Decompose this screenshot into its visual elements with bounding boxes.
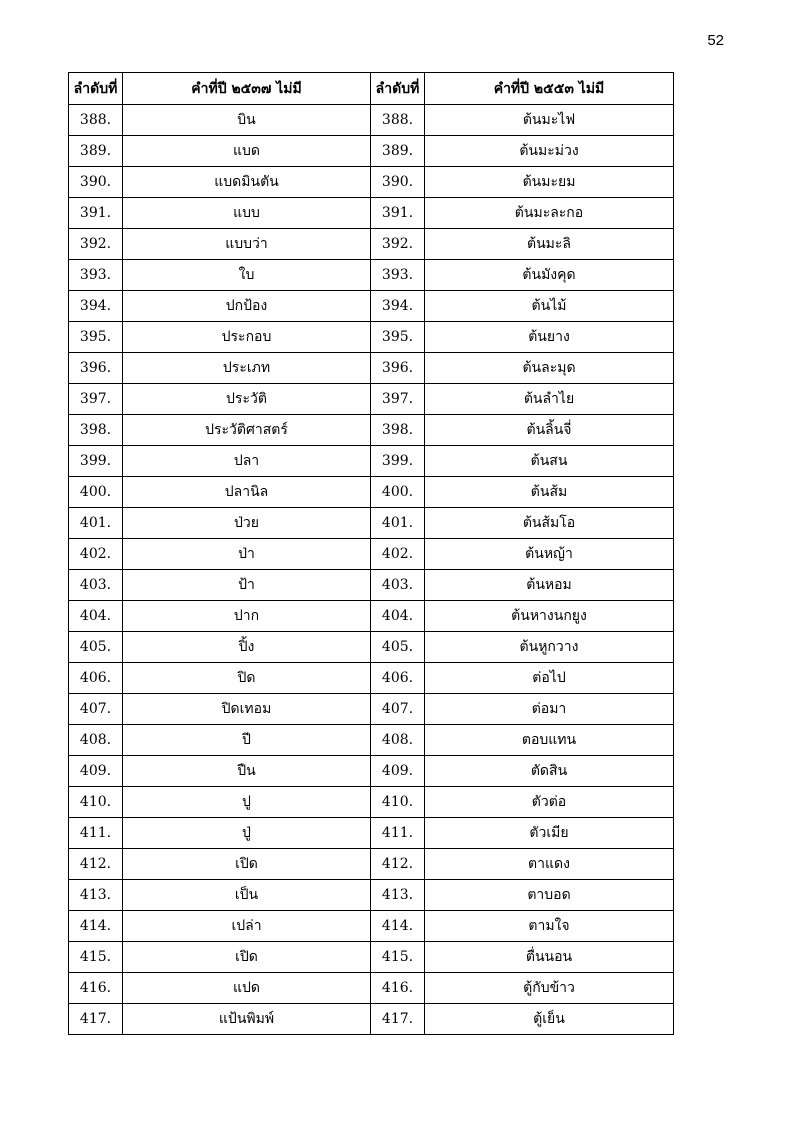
- word-2553-cell: ต้นมะละกอ: [425, 198, 674, 229]
- order-1-cell: 393.: [69, 260, 123, 291]
- word-2537-cell: เปิด: [123, 849, 371, 880]
- word-2553-cell: ต้นมังคุด: [425, 260, 674, 291]
- word-2537-cell: เป็น: [123, 880, 371, 911]
- order-1-cell: 395.: [69, 322, 123, 353]
- word-comparison-table: [68, 72, 674, 1035]
- order-2-cell: 396.: [371, 353, 425, 384]
- header-words-2537: คำที่ปี ๒๕๓๗ ไม่มี: [123, 73, 371, 105]
- order-2-cell: 393.: [371, 260, 425, 291]
- order-1-cell: 417.: [69, 1004, 123, 1035]
- word-2553-cell: ต่อไป: [425, 663, 674, 694]
- page-number: 52: [707, 32, 724, 49]
- order-1-cell: 390.: [69, 167, 123, 198]
- word-2537-cell: ประวัติ: [123, 384, 371, 415]
- word-2553-cell: ต้นลำไย: [425, 384, 674, 415]
- order-1-cell: 397.: [69, 384, 123, 415]
- table-row: [69, 632, 674, 663]
- order-2-cell: 404.: [371, 601, 425, 632]
- order-1-cell: 391.: [69, 198, 123, 229]
- order-1-cell: 396.: [69, 353, 123, 384]
- order-2-cell: 413.: [371, 880, 425, 911]
- table-row: [69, 570, 674, 601]
- word-2537-cell: เปล่า: [123, 911, 371, 942]
- word-2537-cell: แปด: [123, 973, 371, 1004]
- order-1-cell: 394.: [69, 291, 123, 322]
- table-row: [69, 694, 674, 725]
- order-2-cell: 407.: [371, 694, 425, 725]
- order-2-cell: 392.: [371, 229, 425, 260]
- word-2537-cell: ปืน: [123, 756, 371, 787]
- order-1-cell: 402.: [69, 539, 123, 570]
- order-2-cell: 416.: [371, 973, 425, 1004]
- header-words-2553: คำที่ปี ๒๕๕๓ ไม่มี: [425, 73, 674, 105]
- order-1-cell: 409.: [69, 756, 123, 787]
- word-2537-cell: ปาก: [123, 601, 371, 632]
- word-2553-cell: ต้นหางนกยูง: [425, 601, 674, 632]
- word-2553-cell: ตัดสิน: [425, 756, 674, 787]
- word-2537-cell: แป้นพิมพ์: [123, 1004, 371, 1035]
- word-2537-cell: ปิด: [123, 663, 371, 694]
- order-2-cell: 394.: [371, 291, 425, 322]
- table-row: [69, 384, 674, 415]
- order-2-cell: 408.: [371, 725, 425, 756]
- order-2-cell: 415.: [371, 942, 425, 973]
- order-2-cell: 390.: [371, 167, 425, 198]
- order-1-cell: 392.: [69, 229, 123, 260]
- table-row: [69, 167, 674, 198]
- word-2553-cell: ต้นยาง: [425, 322, 674, 353]
- order-1-cell: 400.: [69, 477, 123, 508]
- table-row: [69, 229, 674, 260]
- word-2537-cell: ปิ้ง: [123, 632, 371, 663]
- word-2537-cell: ป่า: [123, 539, 371, 570]
- word-2537-cell: แบบว่า: [123, 229, 371, 260]
- word-2537-cell: ใบ: [123, 260, 371, 291]
- word-2553-cell: ตัวเมีย: [425, 818, 674, 849]
- order-1-cell: 407.: [69, 694, 123, 725]
- table-header-row: [69, 73, 674, 105]
- table-row: [69, 539, 674, 570]
- word-2537-cell: ประเภท: [123, 353, 371, 384]
- order-1-cell: 405.: [69, 632, 123, 663]
- table-row: [69, 477, 674, 508]
- order-1-cell: 398.: [69, 415, 123, 446]
- word-2537-cell: ปิดเทอม: [123, 694, 371, 725]
- table-row: [69, 105, 674, 136]
- order-2-cell: 411.: [371, 818, 425, 849]
- word-2553-cell: ต้นหญ้า: [425, 539, 674, 570]
- table-body: [69, 105, 674, 1035]
- order-2-cell: 406.: [371, 663, 425, 694]
- order-1-cell: 403.: [69, 570, 123, 601]
- order-2-cell: 398.: [371, 415, 425, 446]
- order-2-cell: 400.: [371, 477, 425, 508]
- order-1-cell: 411.: [69, 818, 123, 849]
- word-2537-cell: แบบ: [123, 198, 371, 229]
- table-row: [69, 322, 674, 353]
- word-2537-cell: บิน: [123, 105, 371, 136]
- table-row: [69, 818, 674, 849]
- order-2-cell: 389.: [371, 136, 425, 167]
- order-1-cell: 406.: [69, 663, 123, 694]
- order-2-cell: 401.: [371, 508, 425, 539]
- table-row: [69, 260, 674, 291]
- word-2553-cell: ต้นส้ม: [425, 477, 674, 508]
- order-2-cell: 405.: [371, 632, 425, 663]
- table-row: [69, 911, 674, 942]
- order-1-cell: 401.: [69, 508, 123, 539]
- table-row: [69, 198, 674, 229]
- word-2553-cell: ต้นส้มโอ: [425, 508, 674, 539]
- word-2553-cell: ตามใจ: [425, 911, 674, 942]
- order-2-cell: 391.: [371, 198, 425, 229]
- order-2-cell: 402.: [371, 539, 425, 570]
- table-row: [69, 1004, 674, 1035]
- order-1-cell: 412.: [69, 849, 123, 880]
- word-2553-cell: ต้นมะลิ: [425, 229, 674, 260]
- word-2553-cell: ตาแดง: [425, 849, 674, 880]
- word-2553-cell: ตู้เย็น: [425, 1004, 674, 1035]
- table-row: [69, 849, 674, 880]
- word-2553-cell: ต้นหูกวาง: [425, 632, 674, 663]
- word-2553-cell: ต้นละมุด: [425, 353, 674, 384]
- order-1-cell: 415.: [69, 942, 123, 973]
- word-2553-cell: ตู้กับข้าว: [425, 973, 674, 1004]
- word-2537-cell: แบดมินตัน: [123, 167, 371, 198]
- order-2-cell: 417.: [371, 1004, 425, 1035]
- order-1-cell: 408.: [69, 725, 123, 756]
- order-2-cell: 414.: [371, 911, 425, 942]
- order-2-cell: 395.: [371, 322, 425, 353]
- order-2-cell: 412.: [371, 849, 425, 880]
- word-2537-cell: ปู่: [123, 818, 371, 849]
- order-2-cell: 399.: [371, 446, 425, 477]
- order-1-cell: 416.: [69, 973, 123, 1004]
- table-row: [69, 725, 674, 756]
- word-2537-cell: ปกป้อง: [123, 291, 371, 322]
- word-2537-cell: ประกอบ: [123, 322, 371, 353]
- order-1-cell: 413.: [69, 880, 123, 911]
- order-2-cell: 410.: [371, 787, 425, 818]
- word-2553-cell: ต้นมะไฟ: [425, 105, 674, 136]
- order-2-cell: 388.: [371, 105, 425, 136]
- order-2-cell: 403.: [371, 570, 425, 601]
- order-2-cell: 397.: [371, 384, 425, 415]
- word-2553-cell: ต้นมะม่วง: [425, 136, 674, 167]
- table-row: [69, 787, 674, 818]
- table-row: [69, 415, 674, 446]
- word-2537-cell: ป่วย: [123, 508, 371, 539]
- table-row: [69, 601, 674, 632]
- header-order-1: ลำดับที่: [69, 73, 123, 105]
- table-row: [69, 446, 674, 477]
- table-row: [69, 291, 674, 322]
- table-row: [69, 880, 674, 911]
- table-row: [69, 353, 674, 384]
- word-2553-cell: ต้นไม้: [425, 291, 674, 322]
- table-row: [69, 756, 674, 787]
- word-2537-cell: ประวัติศาสตร์: [123, 415, 371, 446]
- table-row: [69, 663, 674, 694]
- order-1-cell: 410.: [69, 787, 123, 818]
- word-2553-cell: ต้นมะยม: [425, 167, 674, 198]
- word-2553-cell: ตาบอด: [425, 880, 674, 911]
- word-2537-cell: ปลา: [123, 446, 371, 477]
- word-2553-cell: ตัวต่อ: [425, 787, 674, 818]
- word-2553-cell: ต้นลิ้นจี่: [425, 415, 674, 446]
- order-1-cell: 389.: [69, 136, 123, 167]
- order-2-cell: 409.: [371, 756, 425, 787]
- word-2553-cell: ตื่นนอน: [425, 942, 674, 973]
- word-2537-cell: ปู: [123, 787, 371, 818]
- table-row: [69, 973, 674, 1004]
- order-1-cell: 399.: [69, 446, 123, 477]
- word-2537-cell: แบด: [123, 136, 371, 167]
- word-2537-cell: ปลานิล: [123, 477, 371, 508]
- word-2537-cell: ปี: [123, 725, 371, 756]
- word-2537-cell: เปิด: [123, 942, 371, 973]
- word-2553-cell: ต่อมา: [425, 694, 674, 725]
- word-2553-cell: ต้นหอม: [425, 570, 674, 601]
- word-2553-cell: ตอบแทน: [425, 725, 674, 756]
- table-row: [69, 942, 674, 973]
- order-1-cell: 388.: [69, 105, 123, 136]
- order-1-cell: 404.: [69, 601, 123, 632]
- header-order-2: ลำดับที่: [371, 73, 425, 105]
- order-1-cell: 414.: [69, 911, 123, 942]
- word-2537-cell: ป้า: [123, 570, 371, 601]
- table-row: [69, 508, 674, 539]
- table-row: [69, 136, 674, 167]
- word-2553-cell: ต้นสน: [425, 446, 674, 477]
